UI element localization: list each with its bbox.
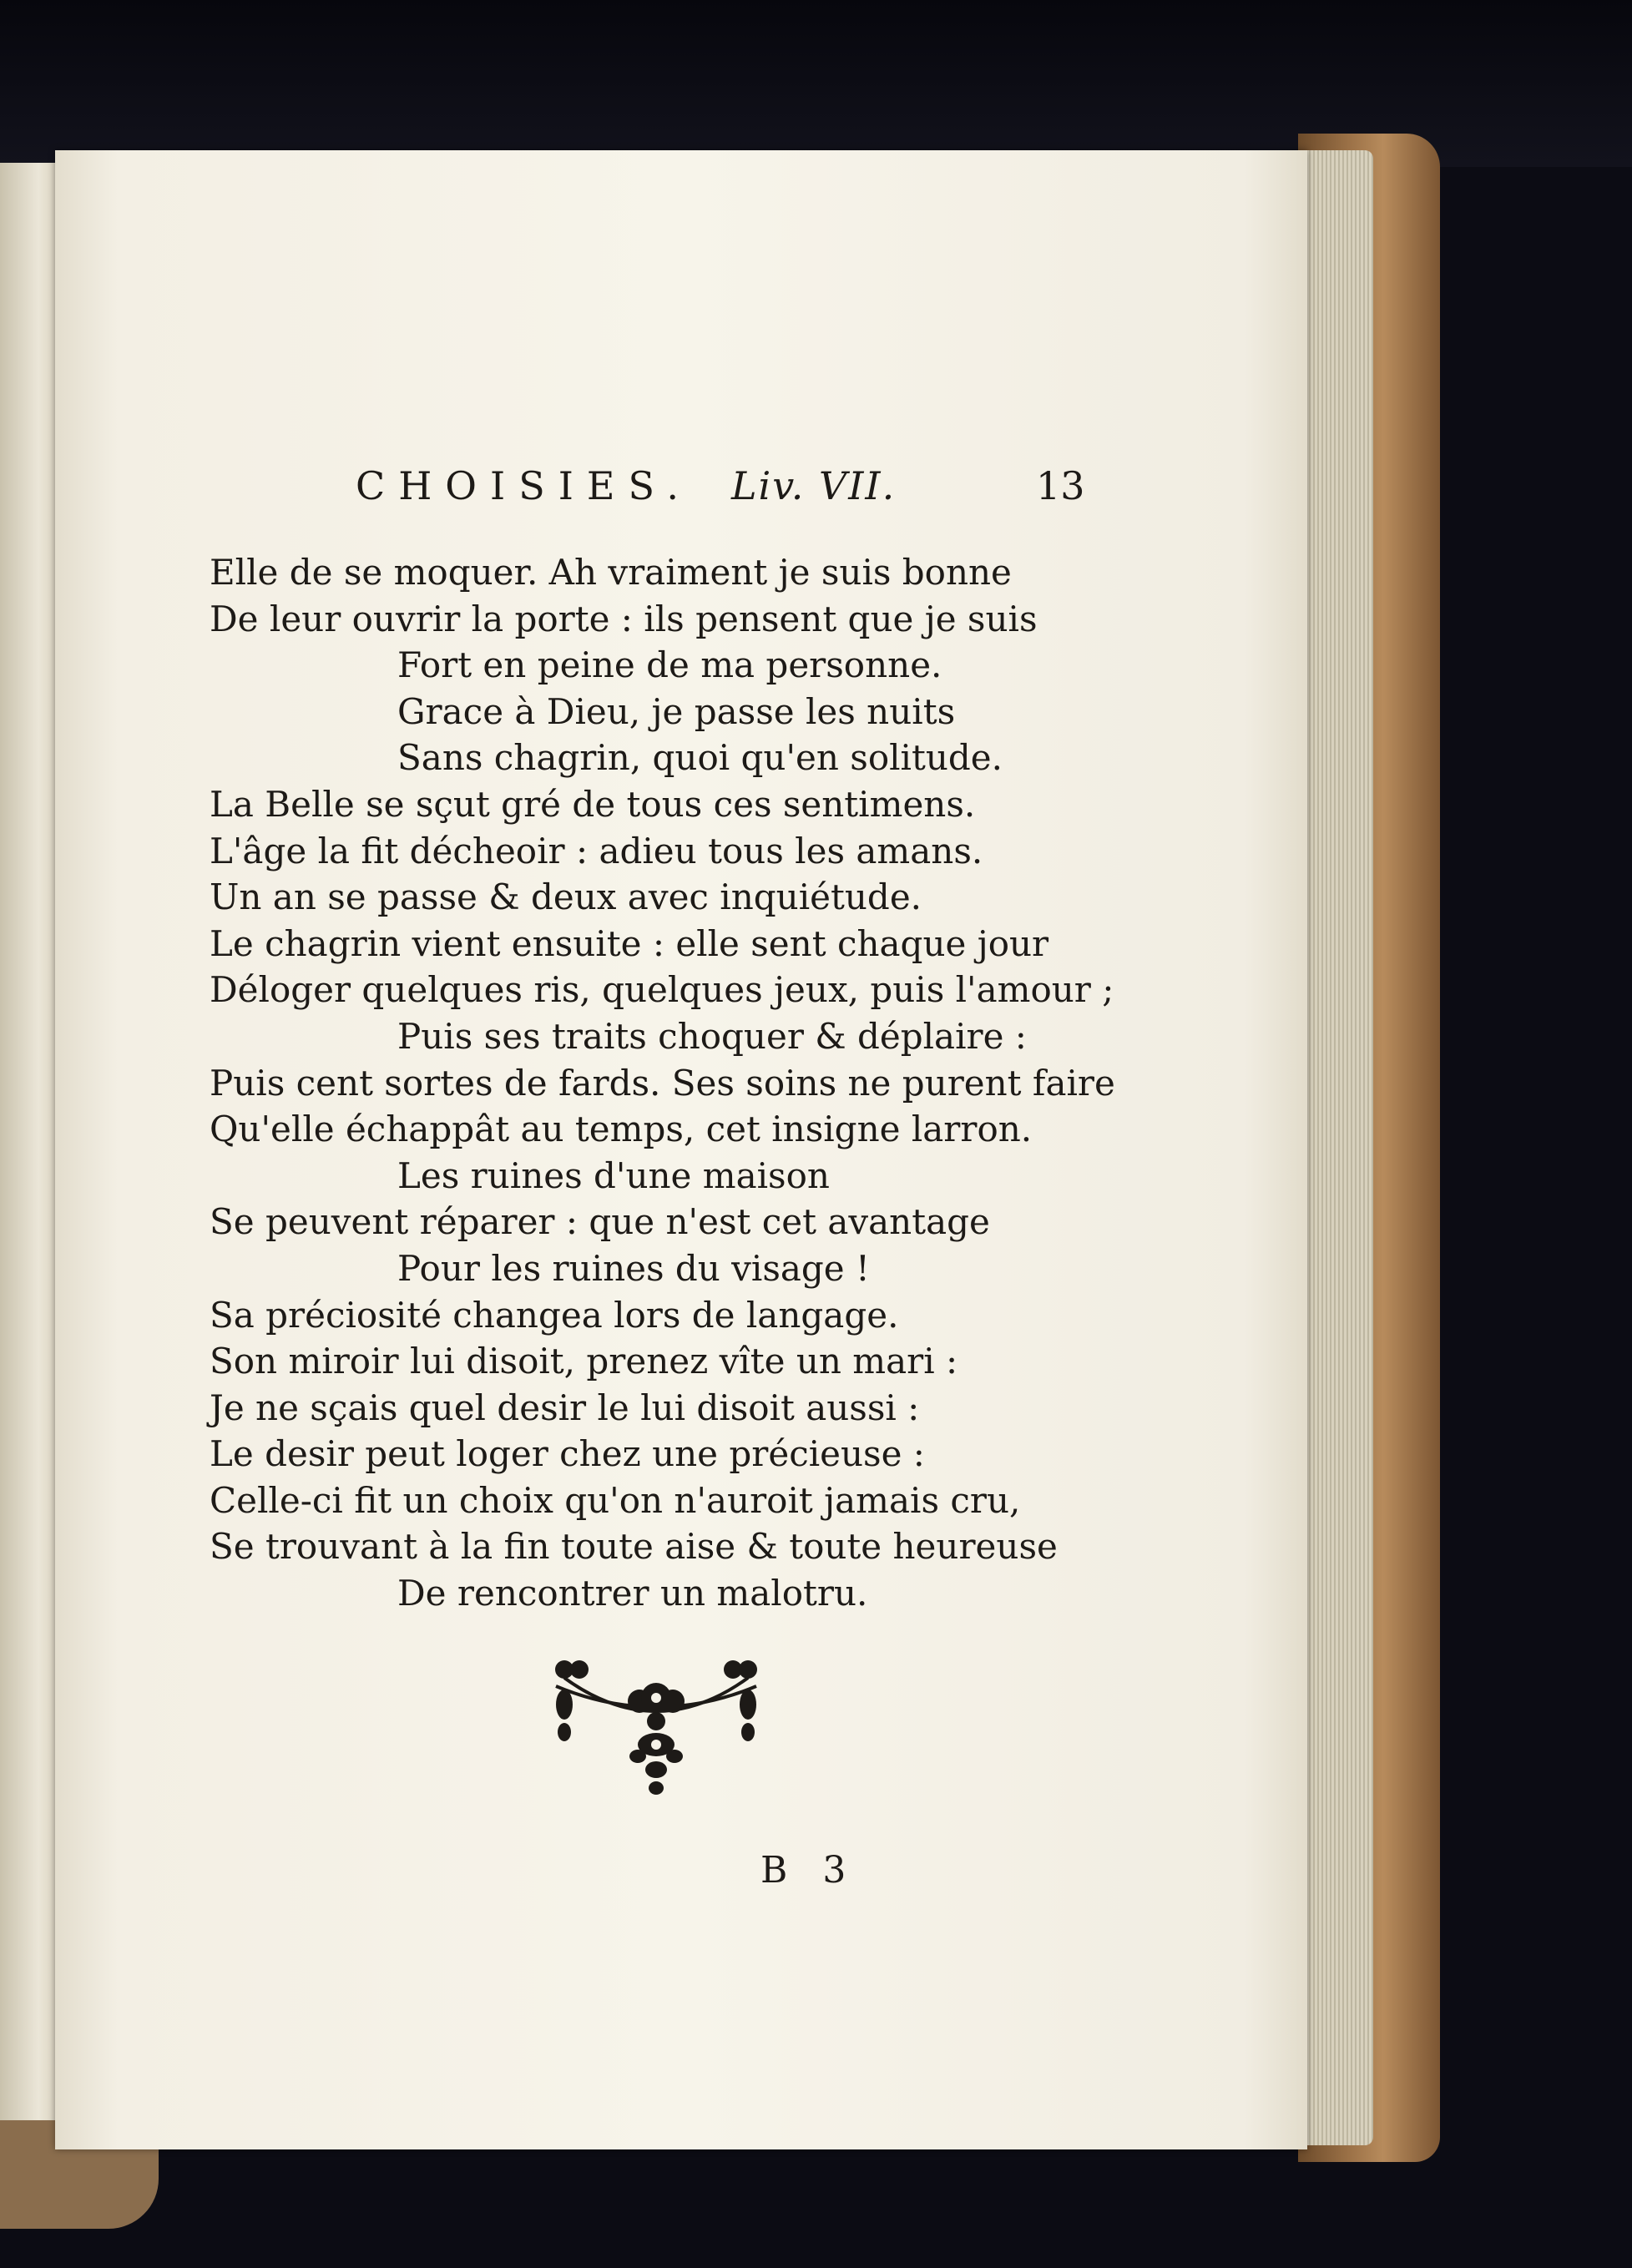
verse-line: De leur ouvrir la porte : ils pensent que je suis	[210, 598, 1038, 639]
verse-line: Se peuvent réparer : que n'est cet avantage	[210, 1201, 990, 1243]
verse-line: Celle-ci fit un choix qu'on n'auroit jamais cru,	[210, 1479, 1021, 1521]
page-number: 13	[1036, 463, 1085, 508]
verse-line: Se trouvant à la fin toute aise & toute heureuse	[210, 1526, 1058, 1568]
verse-line: Sans chagrin, quoi qu'en solitude.	[397, 737, 1003, 779]
book-reference: Liv. VII.	[731, 463, 897, 508]
verse-line: Je ne sçais quel desir le lui disoit aussi :	[210, 1387, 920, 1428]
verse-line: Puis cent sortes de fards. Ses soins ne purent faire	[210, 1062, 1115, 1104]
verse-line: La Belle se sçut gré de tous ces sentimens.	[210, 783, 976, 825]
facing-page-edge	[0, 163, 57, 2158]
signature-mark: B 3	[760, 1849, 858, 1892]
verse-line: De rencontrer un malotru.	[397, 1573, 868, 1614]
page-block-edges	[1306, 150, 1373, 2145]
running-header	[356, 463, 1085, 522]
verse-line: Sa préciosité changea lors de langage.	[210, 1294, 899, 1336]
running-title: CHOISIES.	[356, 463, 692, 508]
verse-line: Qu'elle échappât au temps, cet insigne larron.	[210, 1109, 1033, 1150]
verse-line: Le chagrin vient ensuite : elle sent chaque jour	[210, 922, 1049, 964]
verse-line: Grace à Dieu, je passe les nuits	[397, 690, 956, 732]
book-page	[55, 150, 1307, 2149]
verse-line: Déloger quelques ris, quelques jeux, puis l'amour ;	[210, 969, 1114, 1011]
verse-line: Les ruines d'une maison	[397, 1154, 830, 1196]
verse-line: Le desir peut loger chez une précieuse :	[210, 1433, 925, 1475]
verse-line: L'âge la fit décheoir : adieu tous les amans.	[210, 830, 983, 871]
verse-line: Elle de se moquer. Ah vraiment je suis bonne	[210, 552, 1012, 593]
verse-line: Son miroir lui disoit, prenez vîte un mari :	[210, 1341, 958, 1382]
verse-line: Un an se passe & deux avec inquiétude.	[210, 876, 922, 918]
verse-line: Pour les ruines du visage !	[397, 1247, 870, 1289]
poem-text	[210, 549, 1115, 1617]
verse-line: Fort en peine de ma personne.	[397, 644, 942, 686]
verse-line: Puis ses traits choquer & déplaire :	[397, 1015, 1027, 1057]
floral-garland-icon	[539, 1653, 773, 1803]
